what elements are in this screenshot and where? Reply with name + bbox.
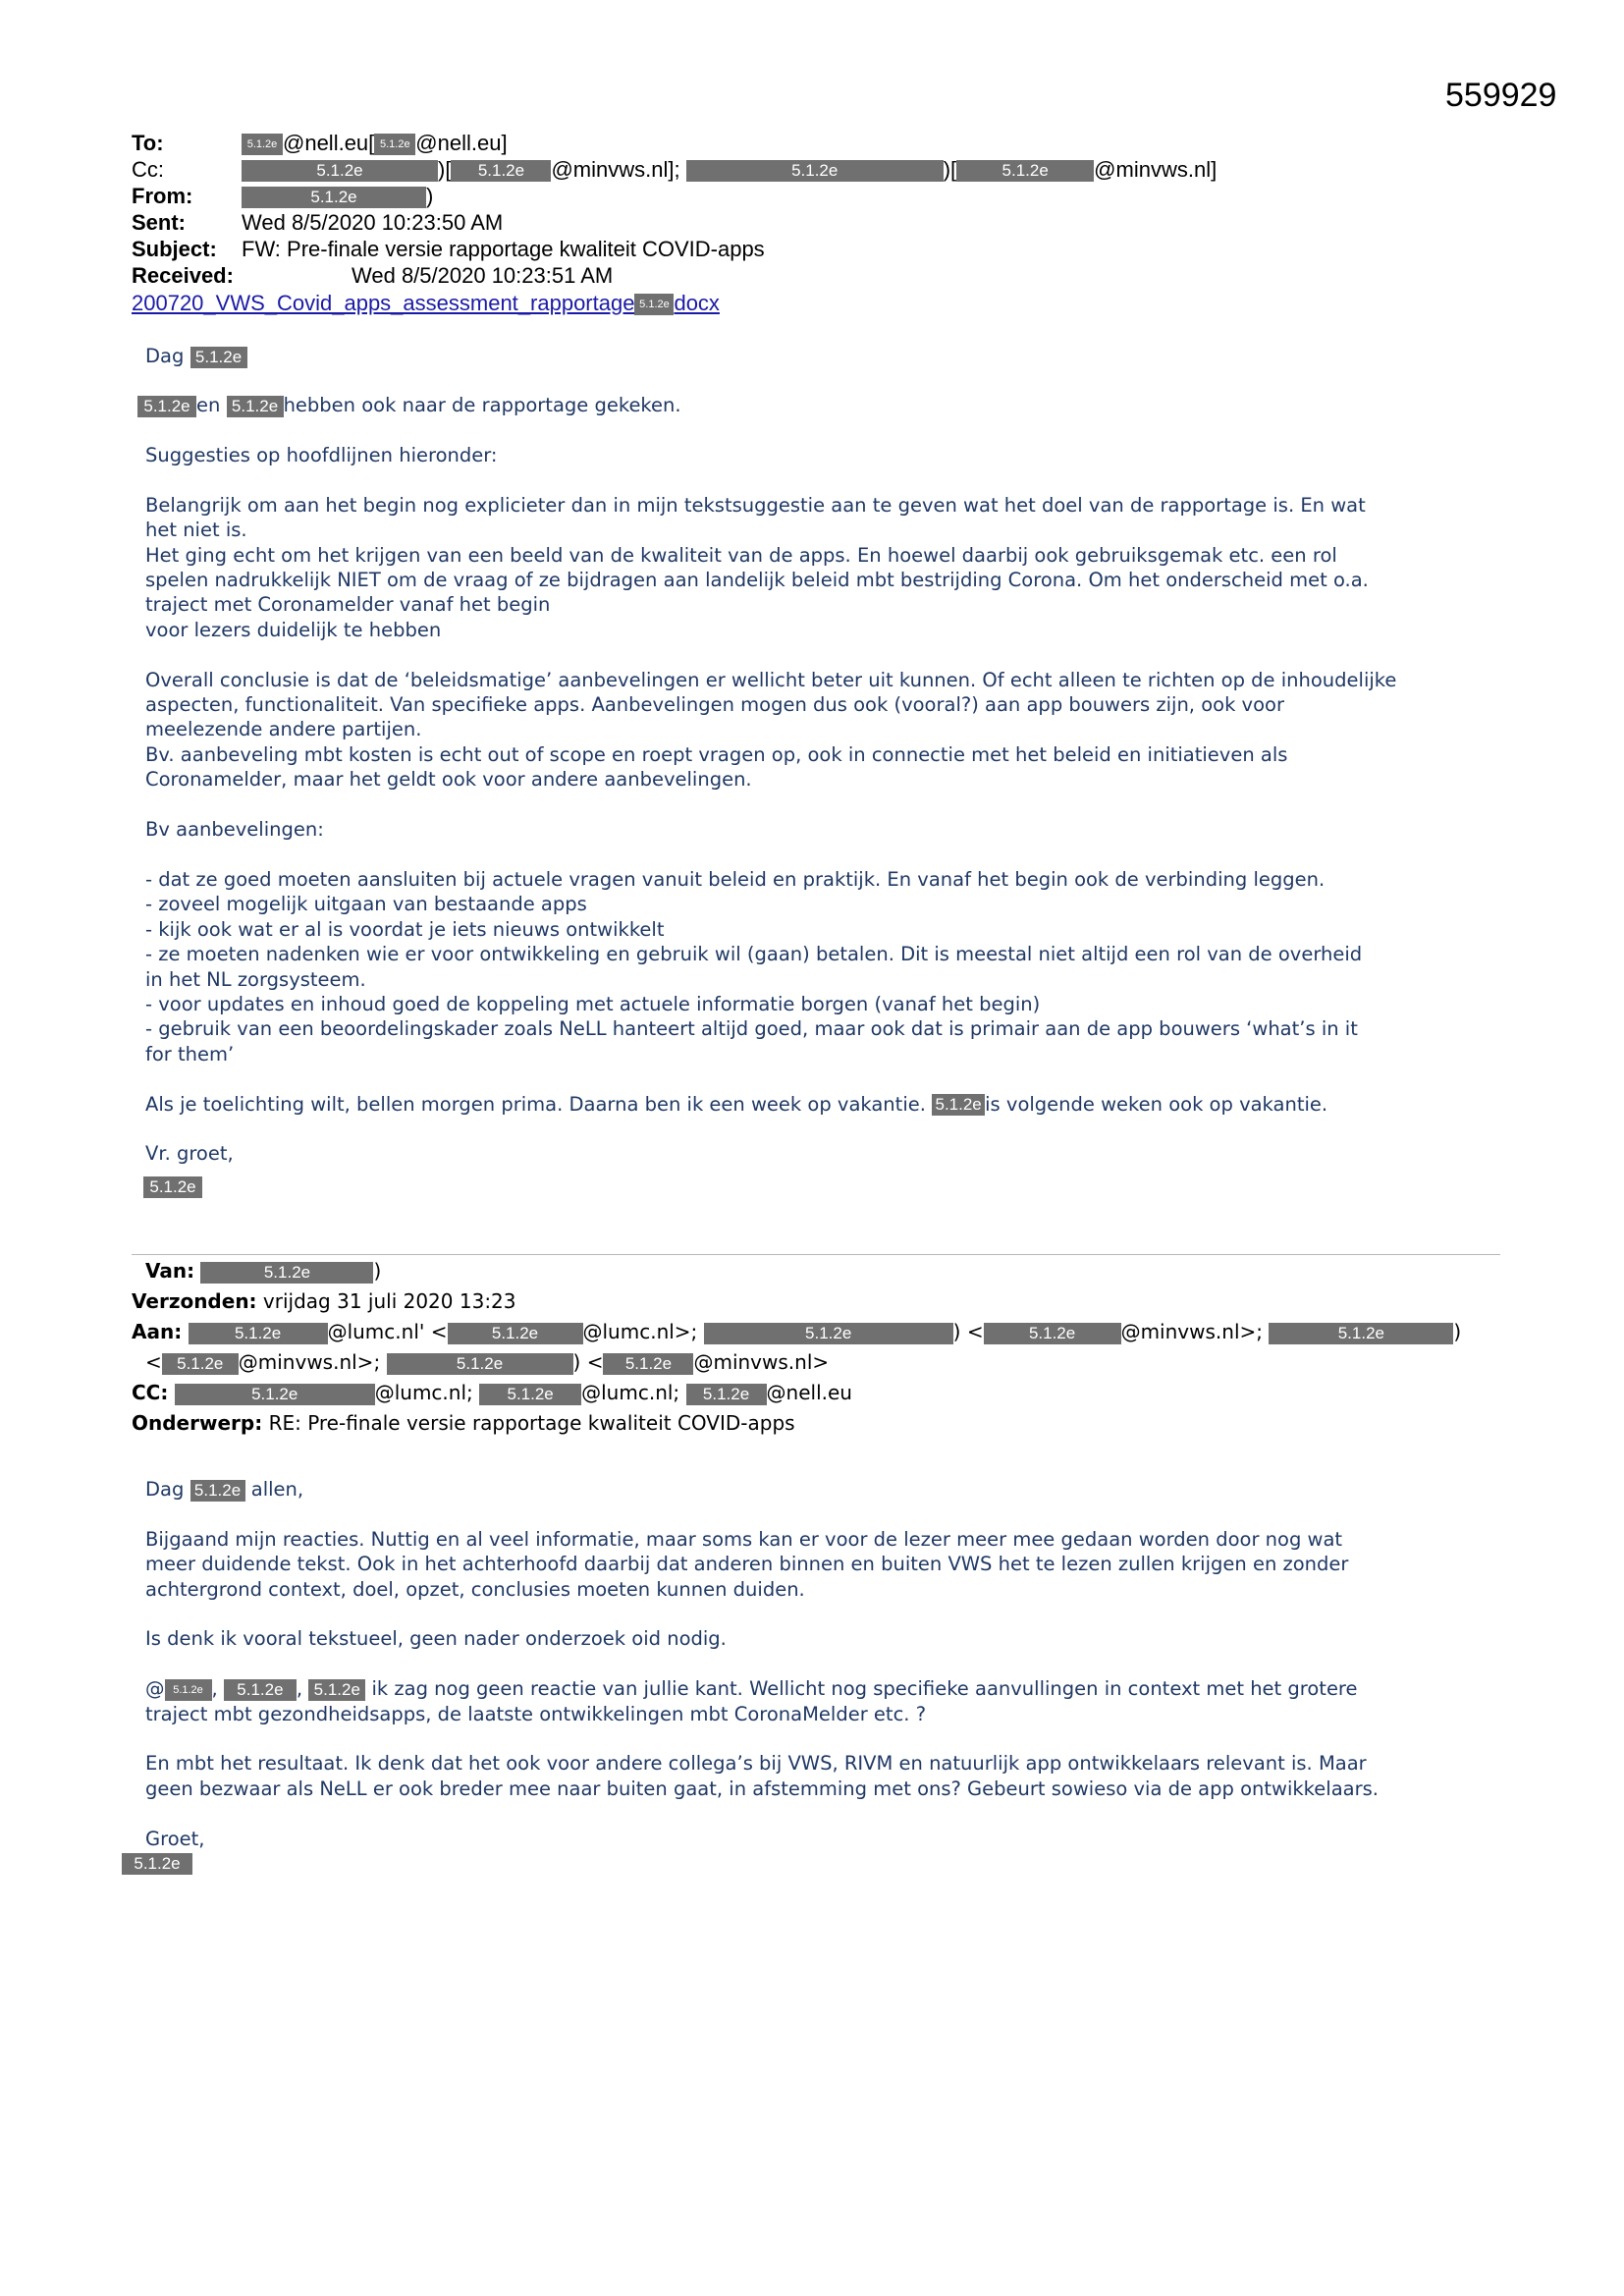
redaction-box: 5.1.2e <box>162 1353 239 1375</box>
email1-closing: Vr. groet, <box>145 1142 234 1166</box>
header-to-row <box>132 131 164 156</box>
email1-intro-line: 5.1.2e en 5.1.2e hebben ook naar de rapportage gekeken. <box>137 393 681 417</box>
body-line: Bv. aanbeveling mbt kosten is echt out of scope en roept vragen op, ook in connectie met het beleid en initiatieven als <box>145 742 1288 766</box>
body-line: for them’ <box>145 1042 235 1066</box>
verzonden-row: Verzonden: vrijdag 31 juli 2020 13:23 <box>132 1289 516 1313</box>
body-line: spelen nadrukkelijk NIET om de vraag of ze bijdragen aan landelijk beleid mbt bestrijding Corona. Om het onderscheid met o.a. <box>145 569 1369 592</box>
email2-mentions-line: @ 5.1.2e , 5.1.2e , 5.1.2e ik zag nog geen reactie van jullie kant. Wellicht nog specifieke aanvullingen in context met het grotere <box>145 1677 1358 1701</box>
aan-row-2: < 5.1.2e @minvws.nl>; 5.1.2e ) < 5.1.2e @minvws.nl> <box>145 1350 830 1374</box>
body-line: Suggesties op hoofdlijnen hieronder: <box>145 444 498 466</box>
from-label: From: <box>132 184 193 208</box>
cc-label: Cc: <box>132 157 164 182</box>
body-line: het niet is. <box>145 519 247 542</box>
cc-value: 5.1.2e )[ 5.1.2e @minvws.nl]; 5.1.2e )[ 5.1.2e @minvws.nl] <box>242 157 1217 183</box>
body-line: Bv aanbevelingen: <box>145 818 324 842</box>
body-line: voor lezers duidelijk te hebben <box>145 618 442 641</box>
body-line: traject mbt gezondheidsapps, de laatste ontwikkelingen mbt CoronaMelder etc. ? <box>145 1702 927 1725</box>
redaction-box: 5.1.2e <box>242 187 426 208</box>
redaction-box: 5.1.2e <box>224 1679 297 1701</box>
subject-label: Subject: <box>132 237 217 261</box>
separator-line <box>132 1254 1500 1255</box>
redaction-box: 5.1.2e <box>374 134 415 155</box>
sent-label: Sent: <box>132 210 186 235</box>
redaction-box: 5.1.2e <box>189 1323 328 1344</box>
aan-row: Aan: 5.1.2e @lumc.nl' < 5.1.2e @lumc.nl>; 5.1.2e ) < 5.1.2e @minvws.nl>; 5.1.2e ) <box>132 1320 1462 1343</box>
body-line <box>145 793 1396 817</box>
email2-signature <box>122 1850 192 1875</box>
body-line <box>145 642 1396 667</box>
redaction-box: 5.1.2e <box>451 160 551 182</box>
body-line: achtergrond context, doel, opzet, conclusies moeten kunnen duiden. <box>145 1577 805 1601</box>
body-line: En mbt het resultaat. Ik denk dat het ook voor andere collega’s bij VWS, RIVM en natuurlijk app ontwikkelaars relevant is. Maar <box>145 1752 1367 1776</box>
email2-body <box>145 1477 1379 1851</box>
email1-body <box>145 443 1396 1167</box>
email1-call-line: Als je toelichting wilt, bellen morgen prima. Daarna ben ik een week op vakantie. 5.1.2e is volgende weken ook op vakantie. <box>145 1092 1328 1116</box>
redaction-box: 5.1.2e <box>143 1176 202 1198</box>
redaction-box: 5.1.2e <box>603 1353 693 1375</box>
redaction-box: 5.1.2e <box>137 396 196 417</box>
body-line: Belangrijk om aan het begin nog explicieter dan in mijn tekstsuggestie aan te geven wat het doel van de rapportage is. En wat <box>145 493 1366 517</box>
redaction-box: 5.1.2e <box>200 1262 373 1284</box>
body-line <box>145 1602 1379 1626</box>
body-line: Is denk ik vooral tekstueel, geen nader onderzoek oid nodig. <box>145 1627 727 1651</box>
cc-row: CC: 5.1.2e @lumc.nl; 5.1.2e @lumc.nl; 5.1.2e @nell.eu <box>132 1381 852 1404</box>
redaction-box: 5.1.2e <box>932 1094 985 1116</box>
redaction-box: 5.1.2e <box>227 396 284 417</box>
body-line: aspecten, functionaliteit. Van specifieke apps. Aanbevelingen mogen dus ook (vooral?) aan app bouwers zijn, ook voor <box>145 693 1284 717</box>
redaction-box: 5.1.2e <box>448 1323 583 1344</box>
body-line <box>145 1652 1379 1676</box>
redaction-box: 5.1.2e <box>122 1853 192 1875</box>
to-value: 5.1.2e @nell.eu[ 5.1.2e @nell.eu] <box>242 131 508 156</box>
body-line: - dat ze goed moeten aansluiten bij actuele vragen vanuit beleid en praktijk. En vanaf het begin ook de verbinding leggen. <box>145 867 1326 891</box>
redaction-box: 5.1.2e <box>479 1384 581 1405</box>
body-line: - gebruik van een beoordelingskader zoals NeLL hanteert altijd goed, maar ook dat is primair aan de app bouwers ‘what’s in it <box>145 1017 1358 1041</box>
body-line: Coronamelder, maar het geldt ook voor andere aanbevelingen. <box>145 768 752 792</box>
body-line <box>145 467 1396 492</box>
body-line: Overall conclusie is dat de ‘beleidsmatige’ aanbevelingen er wellicht beter uit kunnen. Of echt alleen te richten op de inhoudelijke <box>145 668 1397 691</box>
email1-paragraphs <box>145 443 1396 1092</box>
redaction-box: 5.1.2e <box>190 347 247 368</box>
body-line: meelezende andere partijen. <box>145 718 422 741</box>
body-line: geen bezwaar als NeLL er ook breder mee naar buiten gaat, in afstemming met ons? Gebeurt sowieso via de app ontwikkelaars. <box>145 1777 1379 1800</box>
body-line: Het ging echt om het krijgen van een beeld van de kwaliteit van de apps. En hoewel daarbij ook gebruiksgemak etc. een rol <box>145 543 1337 567</box>
body-line: traject met Coronamelder vanaf het begin <box>145 593 551 617</box>
body-line: - voor updates en inhoud goed de koppeling met actuele informatie borgen (vanaf het begin) <box>145 992 1041 1015</box>
body-line: in het NL zorgsysteem. <box>145 967 366 991</box>
email1-greeting: Dag 5.1.2e <box>145 344 247 368</box>
body-line: - kijk ook wat er al is voordat je iets nieuws ontwikkelt <box>145 917 665 941</box>
redaction-box: 5.1.2e <box>686 1384 767 1405</box>
redaction-box: 5.1.2e <box>387 1353 573 1375</box>
from-value: 5.1.2e ) <box>242 184 433 209</box>
redaction-box: 5.1.2e <box>1269 1323 1453 1344</box>
body-line: - zoveel mogelijk uitgaan van bestaande apps <box>145 893 587 916</box>
redaction-box: 5.1.2e <box>956 160 1094 182</box>
redaction-box: 5.1.2e <box>165 1679 212 1701</box>
received-value: Wed 8/5/2020 10:23:51 AM <box>352 263 614 288</box>
redaction-box: 5.1.2e <box>242 134 283 155</box>
subject-value: FW: Pre-finale versie rapportage kwaliteit COVID-apps <box>242 237 765 261</box>
redaction-box: 5.1.2e <box>704 1323 953 1344</box>
redaction-box: 5.1.2e <box>175 1384 375 1405</box>
body-line <box>145 1726 1379 1751</box>
redaction-box: 5.1.2e <box>984 1323 1121 1344</box>
email2-paragraphs-b <box>145 1702 1379 1827</box>
redaction-box: 5.1.2e <box>308 1679 365 1701</box>
body-line <box>145 843 1396 867</box>
email1-signature <box>143 1174 202 1198</box>
body-line <box>145 1801 1379 1826</box>
sent-value: Wed 8/5/2020 10:23:50 AM <box>242 210 504 235</box>
document-number: 559929 <box>1445 77 1557 114</box>
redaction-box: 5.1.2e <box>686 160 944 182</box>
body-line: Bijgaand mijn reacties. Nuttig en al veel informatie, maar soms kan er voor de lezer meer mee gedaan worden door nog wat <box>145 1527 1343 1551</box>
onderwerp-row: Onderwerp: RE: Pre-finale versie rapportage kwaliteit COVID-apps <box>132 1411 795 1435</box>
body-line: - ze moeten nadenken wie er voor ontwikkeling en gebruik wil (gaan) betalen. Dit is meestal niet altijd een rol van de overheid <box>145 943 1363 966</box>
to-label: To: <box>132 131 164 155</box>
redaction-box: 5.1.2e <box>190 1480 245 1502</box>
email2-greeting: Dag 5.1.2e allen, <box>145 1478 304 1501</box>
body-line: meer duidende tekst. Ook in het achterhoofd daarbij dat anderen binnen en buiten VWS het te lezen zullen krijgen en zonder <box>145 1553 1349 1576</box>
redaction-box: 5.1.2e <box>242 160 438 182</box>
redaction-box: 5.1.2e <box>634 294 674 315</box>
email2-paragraphs-a <box>145 1527 1379 1676</box>
received-label: Received: <box>132 263 234 288</box>
van-row: Van: 5.1.2e ) <box>145 1259 382 1283</box>
attachment-link[interactable]: 200720_VWS_Covid_apps_assessment_rapportage 5.1.2e docx <box>132 291 720 315</box>
body-line <box>145 1066 1396 1091</box>
email2-closing: Groet, <box>145 1827 205 1850</box>
